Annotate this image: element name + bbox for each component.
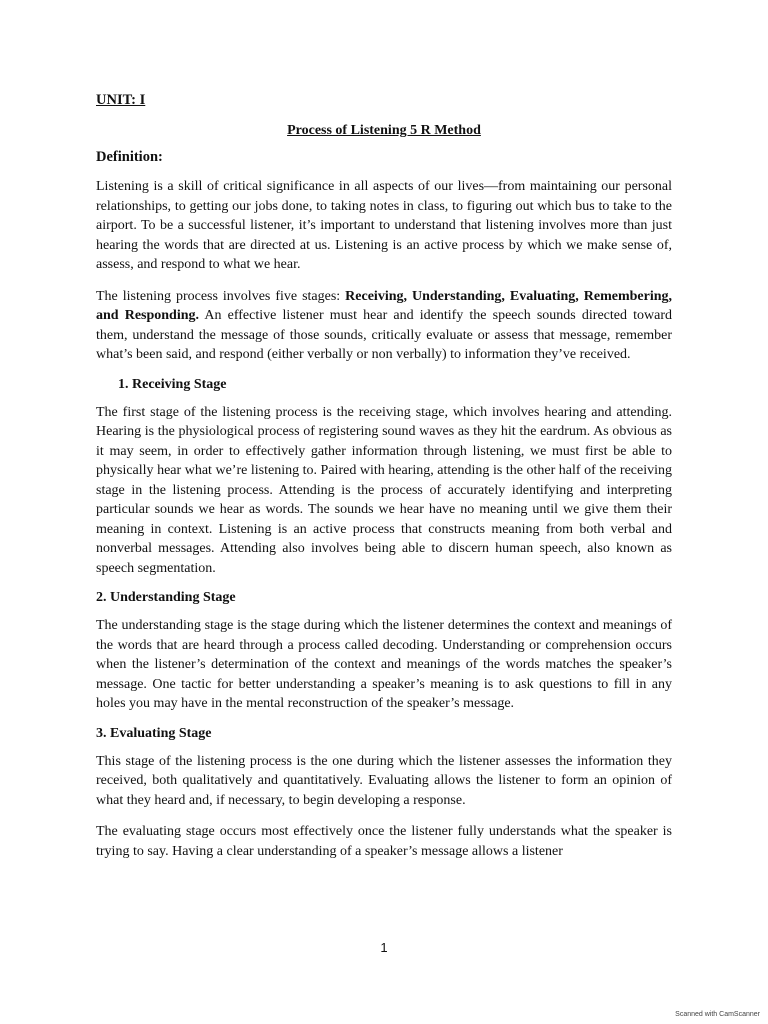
document-title: Process of Listening 5 R Method [287, 123, 481, 138]
evaluating-stage-paragraph-2: The evaluating stage occurs most effectively once the listener fully understands what the speaker is trying to say. Having a clear understanding of a speaker’s message allows a listener [96, 824, 672, 859]
evaluating-stage-heading: 3. Evaluating Stage [96, 725, 212, 741]
overview-rest: An effective listener must hear and identify the speech sounds directed toward them, understand the message of those sounds, critically evaluate or assess that message, remember what’s been said, and respond (either verbally or non verbally) to information they’ve received. [96, 308, 672, 362]
overview-lead: The listening process involves five stages: [96, 288, 346, 304]
receiving-stage-paragraph: The first stage of the listening process is the receiving stage, which involves hearing and attending. Hearing is the physiological process of registering sound waves as they hit the eardrum. As obvious as it may seem, in order to effectively gather information through listening, we must first be able to physically hear what we’re listening to. Paired with hearing, attending is the other half of the receiving stage in the listening process. Attending is the process of accurately identifying and interpreting particular sounds we hear as words. The sounds we hear have no meaning until we give them their meaning in context. Listening is an active process that constructs meaning from both verbal and nonverbal messages. Attending also involves being able to discern human speech, also known as speech segmentation. [96, 404, 672, 576]
evaluating-stage-paragraph-1: This stage of the listening process is the one during which the listener assesses the information they received, both qualitatively and quantitatively. Evaluating allows the listener to form an opinion of what they heard and, if necessary, to begin developing a response. [96, 753, 672, 808]
definition-paragraph: Listening is a skill of critical significance in all aspects of our lives—from maintaining our personal relationships, to getting our jobs done, to taking notes in class, to figuring out which bus to take to the airport. To be a successful listener, it’s important to understand that listening involves more than just hearing the words that are directed at us. Listening is an active process by which we make sense of, assess, and respond to what we hear. [96, 179, 672, 272]
unit-heading: UNIT: I [96, 92, 146, 108]
overview-stage-list: Receiving, Understanding, Evaluating, Remembering, and Responding. [96, 288, 672, 323]
receiving-stage-heading: 1. Receiving Stage [118, 376, 227, 392]
understanding-stage-paragraph: The understanding stage is the stage during which the listener determines the context and meanings of the words that are heard through a process called decoding. Understanding or comprehension occurs when the listener’s determination of the context and meanings of the words matches the speaker’s message. One tactic for better understanding a speaker’s meaning is to ask questions to fill in any holes you may have in the mental reconstruction of the speaker’s message. [96, 618, 672, 711]
definition-heading: Definition: [96, 149, 163, 165]
understanding-stage-heading: 2. Understanding Stage [96, 590, 236, 605]
document-page [96, 92, 672, 873]
stages-overview-paragraph [96, 287, 672, 365]
page-number: 1 [380, 940, 388, 955]
scanner-watermark: Scanned with CamScanner [675, 1011, 760, 1018]
